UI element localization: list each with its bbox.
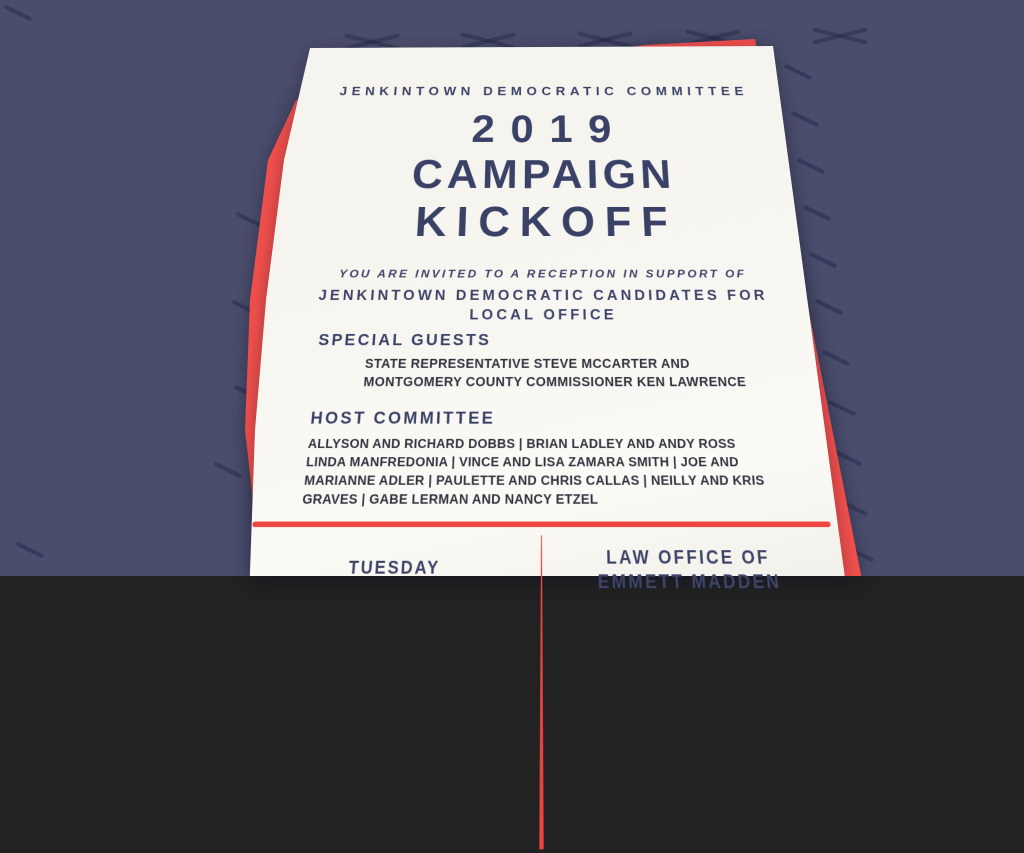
flyer-title (286, 107, 797, 246)
special-guests-line: MONTGOMERY COUNTY COMMISSIONER KEN LAWRENCE (363, 374, 747, 390)
organization-line: JENKINTOWN DEMOCRATIC COMMITTEE (338, 84, 749, 98)
invitation-line: LOCAL OFFICE (469, 305, 618, 323)
host-committee-line: LINDA MANFREDONIA | VINCE AND LISA ZAMARA SMITH | JOE AND (305, 454, 740, 471)
special-guests-heading: SPECIAL GUESTS (317, 329, 492, 349)
footer-day: TUESDAY (347, 556, 441, 579)
host-committee-list (301, 435, 780, 509)
invitation-intro: YOU ARE INVITED TO A RECEPTION IN SUPPORT OF (338, 267, 747, 281)
host-committee-line: ALLYSON AND RICHARD DOBBS | BRIAN LADLEY AND ANDY ROSS (307, 436, 737, 452)
invitation-line: JENKINTOWN DEMOCRATIC CANDIDATES FOR (317, 286, 769, 304)
title-line-year: 2019 (470, 108, 628, 151)
host-committee-line: MARIANNE ADLER | PAULETTE AND CHRIS CALLAS | NEILLY AND KRIS (303, 472, 766, 489)
invitation-lines (277, 285, 807, 324)
host-committee-heading: HOST COMMITTEE (309, 407, 496, 428)
flyer-content (213, 47, 870, 853)
venue-line: LAW OFFICE OF (605, 546, 771, 568)
special-guests-list (363, 356, 815, 391)
title-line-kickoff: KICKOFF (413, 199, 680, 246)
host-committee-line: GRAVES | GABE LERMAN AND NANCY ETZEL (301, 491, 599, 508)
footer-venue (542, 527, 870, 849)
special-guests-line: STATE REPRESENTATIVE STEVE MCCARTER AND (364, 357, 691, 372)
footer-section (213, 527, 869, 849)
venue-line: EMMETT MADDEN (597, 570, 783, 593)
title-line-campaign: CAMPAIGN (410, 152, 677, 198)
